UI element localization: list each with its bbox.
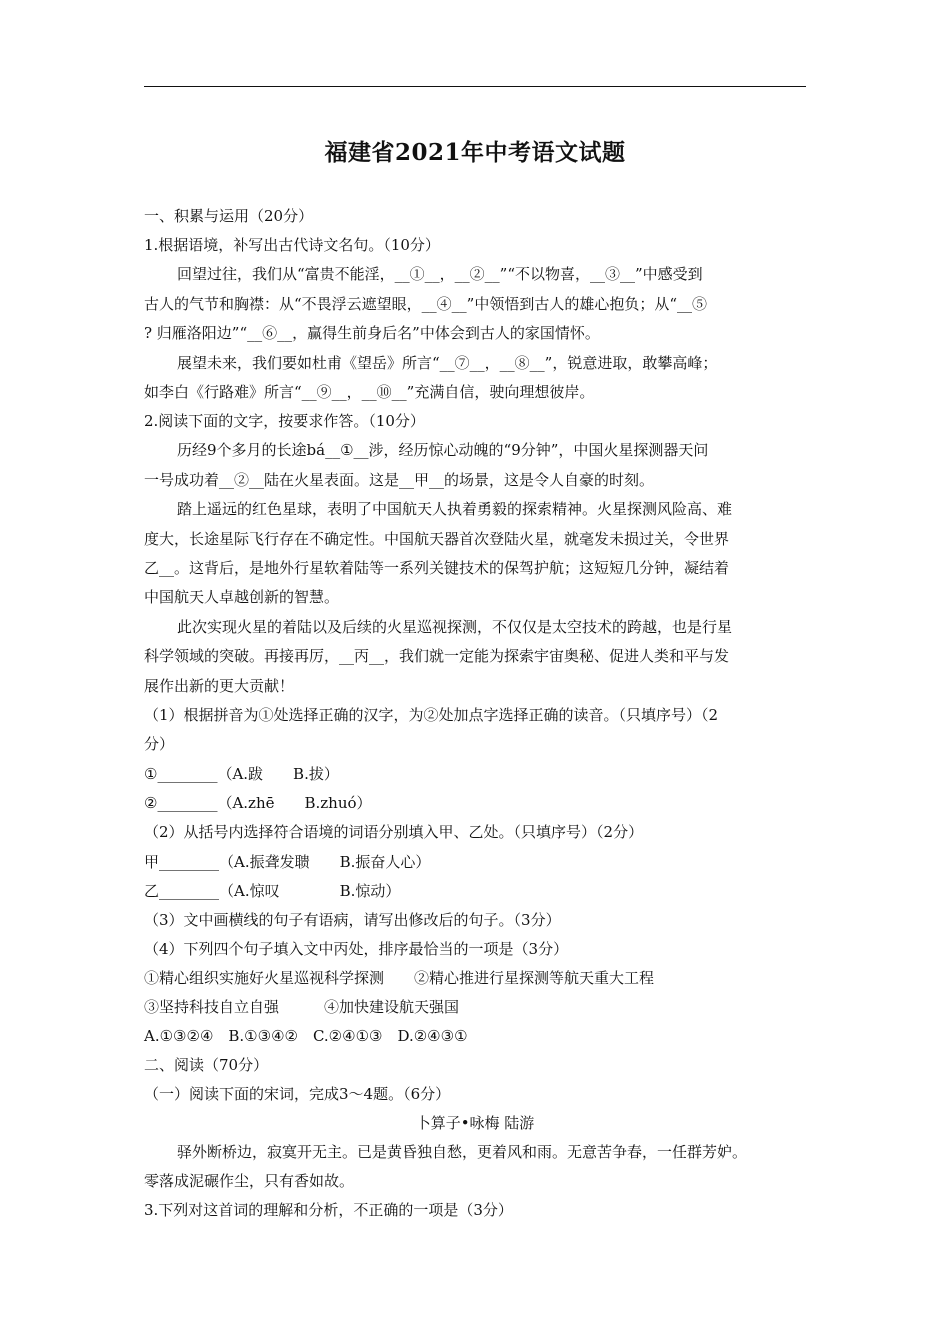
text-line: 历经9个多月的长途bá__①__涉，经历惊心动魄的“9分钟”，中国火星探测器天问 — [177, 441, 709, 459]
sub-question-line: （2）从括号内选择符合语境的词语分别填入甲、乙处。（只填序号）（2分） — [144, 823, 644, 841]
text-line: 科学领域的突破。再接再厉，__丙__，我们就一定能为探索宇宙奥秘、促进人类和平与发 — [144, 647, 730, 665]
answer-option-line: 乙________（A.惊叹 B.惊动） — [144, 882, 401, 900]
question-line: 2.阅读下面的文字，按要求作答。（10分） — [144, 412, 425, 430]
text-line: 展望未来，我们要如杜甫《望岳》所言“__⑦__，__⑧__”，锐意进取，敢攀高峰； — [177, 354, 718, 372]
text-line: 展作出新的更大贡献！ — [144, 677, 295, 695]
answer-option-line: ②________（A.zhē B.zhuó） — [144, 794, 372, 812]
poem-text-line: 驿外断桥边，寂寞开无主。已是黄昏独自愁，更着风和雨。无意苦争春，一任群芳妒。 — [177, 1143, 748, 1161]
text-line: 踏上遥远的红色星球，表明了中国航天人执着勇毅的探索精神。火星探测风险高、难 — [177, 500, 733, 518]
answer-option-line: 甲________（A.振聋发聩 B.振奋人心） — [144, 853, 431, 871]
text-line: 如李白《行路难》所言“__⑨__，__⑩__”充满自信，驶向理想彼岸。 — [144, 383, 595, 401]
section-heading: 一、积累与运用（20分） — [144, 207, 314, 225]
text-line: 乙__。这背后，是地外行星软着陆等一系列关键技术的保驾护航；这短短几分钟，凝结着 — [144, 559, 730, 577]
text-line: 中国航天人卓越创新的智慧。 — [144, 588, 340, 606]
sub-question-line: （4）下列四个句子填入文中丙处，排序最恰当的一项是（3分） — [144, 940, 569, 958]
text-line: 此次实现火星的着陆以及后续的火星巡视探测，不仅仅是太空技术的跨越，也是行星 — [177, 618, 733, 636]
text-line: 回望过往，我们从“富贵不能淫，__①__，__②__”“不以物喜，__③__”中感受到 — [177, 265, 703, 283]
section-heading: 二、阅读（70分） — [144, 1056, 269, 1074]
question-line: （一）阅读下面的宋词，完成3～4题。（6分） — [144, 1085, 451, 1103]
answer-option-line: ①精心组织实施好火星巡视科学探测 ②精心推进行星探测等航天重大工程 — [144, 969, 655, 987]
poem-text-line: 零落成泥碾作尘，只有香如故。 — [144, 1172, 355, 1190]
question-line: 3.下列对这首词的理解和分析，不正确的一项是（3分） — [144, 1201, 513, 1219]
sub-question-line: （1）根据拼音为①处选择正确的汉字，为②处加点字选择正确的读音。（只填序号）（2 — [144, 706, 719, 724]
text-line: ? 归雁洛阳边”“__⑥__，赢得生前身后名”中体会到古人的家国情怀。 — [144, 324, 600, 342]
sub-question-line: （3）文中画横线的句子有语病，请写出修改后的句子。（3分） — [144, 911, 561, 929]
header-rule — [144, 86, 806, 87]
text-line: 一号成功着__②__陆在火星表面。这是__甲__的场景，这是令人自豪的时刻。 — [144, 471, 655, 489]
answer-option-line: A.①③②④ B.①③④② C.②④①③ D.②④③① — [144, 1027, 468, 1045]
poem-title: 卜算子•咏梅 陆游 — [415, 1114, 535, 1132]
answer-option-line: ①________（A.跋 B.拔） — [144, 765, 339, 783]
page-title: 福建省2021年中考语文试题 — [324, 139, 626, 166]
answer-option-line: ③坚持科技自立自强 ④加快建设航天强国 — [144, 998, 460, 1016]
question-line: 1.根据语境，补写出古代诗文名句。（10分） — [144, 236, 440, 254]
text-line: 度大，长途星际飞行存在不确定性。中国航天器首次登陆火星，就毫发未损过关，令世界 — [144, 530, 730, 548]
text-line: 古人的气节和胸襟：从“不畏浮云遮望眼，__④__”中领悟到古人的雄心抱负；从“__⑤ — [144, 295, 708, 313]
sub-question-line: 分） — [144, 735, 175, 753]
